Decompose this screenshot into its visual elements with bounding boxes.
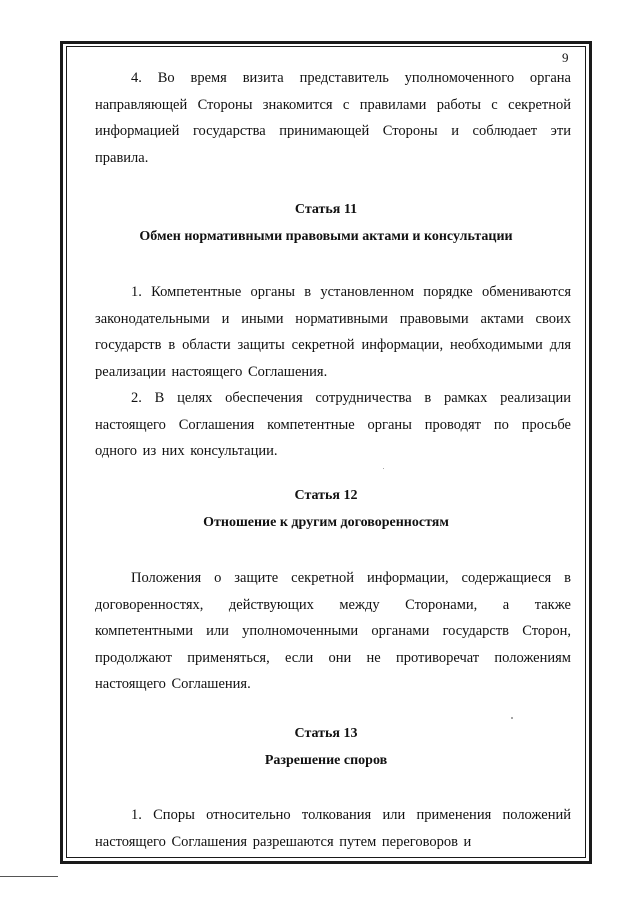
article-13-paragraph-1: 1. Споры относительно толкования или применения положений настоящего Соглашения разрешаются путем переговоров и xyxy=(95,807,571,850)
article-13-body xyxy=(95,802,571,855)
article-12-title: Отношение к другим договоренностям xyxy=(203,515,449,530)
intro-paragraph: 4. Во время визита представитель уполномоченного органа направляющей Стороны знакомится с правилами работы с секретной информацией государства принимающей Стороны и соблюдает эти правила. xyxy=(95,70,571,166)
article-11-paragraph-1: 1. Компетентные органы в установленном порядке обмениваются законодательными и иными нормативными правовыми актами своих государств в области защиты секретной информации, необходимыми для реализации настоящего Соглашения. xyxy=(95,284,571,380)
article-12-body xyxy=(95,565,571,698)
scan-speck xyxy=(511,717,513,719)
article-12-paragraph-1: Положения о защите секретной информации, содержащиеся в договоренностях, действующих между Сторонами, а также компетентными или уполномоченными органами государств Сторон, продолжают применяться, если они не противоречат положениям настоящего Соглашения. xyxy=(95,570,571,692)
scan-speck xyxy=(383,468,384,469)
article-13-title: Разрешение споров xyxy=(264,753,388,768)
scan-edge-mark xyxy=(0,876,58,877)
page-number: 9 xyxy=(562,50,569,65)
article-11-title: Обмен нормативными правовыми актами и консультации xyxy=(139,229,513,244)
article-12-number: Статья 12 xyxy=(294,488,358,503)
article-11-paragraph-2: 2. В целях обеспечения сотрудничества в рамках реализации настоящего Соглашения компетентные органы проводят по просьбе одного из них консультации. xyxy=(95,390,571,459)
article-11-number: Статья 11 xyxy=(294,202,358,217)
intro-section xyxy=(95,65,571,171)
article-11-body xyxy=(95,279,571,465)
article-13-number: Статья 13 xyxy=(294,726,358,741)
